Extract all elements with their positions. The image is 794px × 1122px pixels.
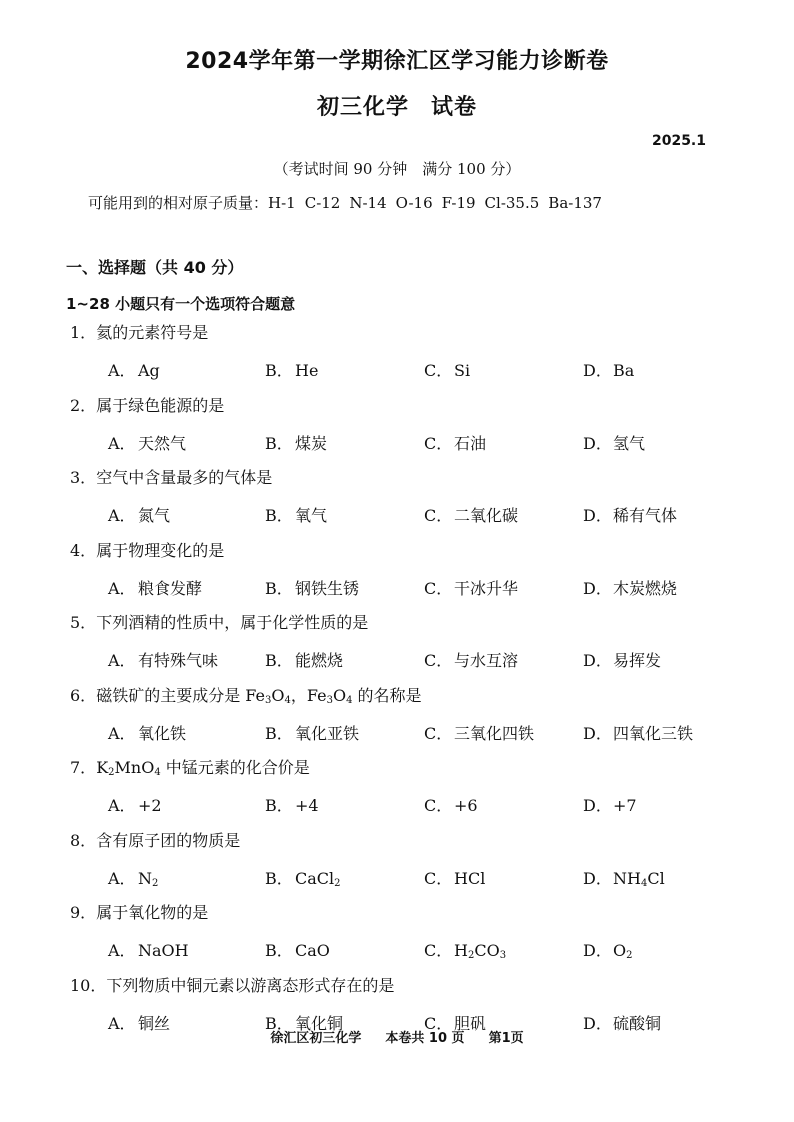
option-text: 与水互溶 [454, 651, 519, 670]
question-number: 2． [70, 395, 97, 415]
option-a [108, 938, 189, 961]
option-letter: D． [583, 723, 612, 743]
option-text: $N_2$ [138, 868, 159, 889]
question-stem [70, 973, 394, 996]
option-text: 三氧化四铁 [454, 723, 535, 743]
question-number: 4． [70, 540, 97, 560]
option-letter: A． [108, 723, 136, 743]
atomic-mass-item: Cl-35.5 [484, 194, 540, 212]
option-letter: A． [108, 578, 136, 598]
option-a [108, 358, 160, 381]
option-a [108, 721, 186, 744]
option-a [108, 648, 218, 671]
option-text: 煤炭 [295, 433, 328, 453]
option-d [583, 938, 633, 961]
question-text: 下列物质中铜元素以游离态形式存在的是 [106, 975, 395, 995]
option-b [265, 431, 327, 454]
atomic-mass-item: Ba-137 [548, 194, 602, 212]
option-letter: C． [424, 361, 453, 380]
option-letter: D． [583, 651, 612, 670]
option-text: 有特殊气味 [138, 651, 219, 670]
question-stem [70, 683, 422, 706]
option-letter: A． [108, 796, 136, 815]
option-letter: B． [265, 868, 293, 888]
option-c [424, 938, 506, 961]
question-stem [70, 755, 310, 778]
page-footer [0, 1027, 794, 1046]
question-number: 10． [70, 975, 107, 995]
atomic-mass-item: F-19 [441, 194, 476, 212]
option-text: 氧化铜 [295, 1013, 344, 1033]
option-text: 干冰升华 [454, 578, 519, 598]
option-d [583, 503, 677, 526]
exam-title: 2024学年第一学期徐汇区学习能力诊断卷 [185, 49, 609, 74]
option-text: +7 [613, 796, 637, 815]
option-text: 粮食发酵 [138, 578, 203, 598]
question-text: 属于绿色能源的是 [96, 395, 225, 415]
option-text: 四氧化三铁 [613, 723, 694, 743]
option-text: $NH_4Cl$ [613, 868, 665, 889]
atomic-mass-list [268, 194, 602, 212]
atomic-mass-item: N-14 [349, 194, 387, 212]
option-letter: C． [424, 941, 453, 960]
option-text: 氧化亚铁 [295, 723, 360, 743]
question-stem [70, 610, 368, 633]
atomic-mass-item: H-1 [268, 194, 296, 212]
option-d [583, 431, 645, 454]
option-a [108, 793, 162, 816]
option-c [424, 431, 486, 454]
option-letter: C． [424, 433, 453, 453]
option-letter: B． [265, 506, 293, 525]
option-c [424, 866, 485, 889]
question-text: $K_2MnO_4$ 中锰元素的化合价是 [96, 758, 310, 778]
option-d [583, 358, 634, 381]
paper-label: 试卷 [431, 95, 478, 120]
option-letter: C． [424, 1013, 453, 1033]
option-letter: B． [265, 651, 293, 670]
option-letter: C． [424, 506, 453, 525]
question-number: 5． [70, 613, 97, 632]
option-letter: C． [424, 578, 453, 598]
question-number: 1． [70, 323, 97, 342]
footer-page: 第1页 [488, 1031, 524, 1046]
option-letter: D． [583, 796, 612, 815]
option-letter: C． [424, 723, 453, 743]
option-text: 钢铁生锈 [295, 578, 360, 598]
question-text: 属于物理变化的是 [96, 540, 225, 560]
option-letter: B． [265, 578, 293, 598]
option-letter: A． [108, 868, 136, 888]
option-letter: D． [583, 506, 612, 525]
option-b [265, 793, 319, 816]
option-letter: B． [265, 723, 293, 743]
option-text: 天然气 [138, 433, 187, 453]
question-number: 8． [70, 830, 97, 850]
option-text: +4 [295, 796, 319, 815]
exam-info: （考试时间 90 分钟 满分 100 分） [273, 160, 521, 178]
option-letter: B． [265, 796, 293, 815]
question-stem [70, 320, 208, 343]
question-text: 属于氧化物的是 [96, 903, 209, 922]
exam-subtitle [0, 90, 794, 121]
option-c [424, 648, 518, 671]
option-b [265, 503, 327, 526]
atomic-mass-item: O-16 [395, 194, 433, 212]
option-text: 硫酸铜 [613, 1013, 662, 1033]
question-stem [70, 393, 224, 416]
option-letter: D． [583, 578, 612, 598]
option-letter: D． [583, 941, 612, 960]
option-text: $H_2CO_3$ [454, 941, 507, 961]
option-text: Ag [138, 361, 160, 380]
option-c [424, 576, 518, 599]
question-text: 空气中含量最多的气体是 [96, 468, 273, 487]
question-text: 氦的元素符号是 [96, 323, 209, 342]
question-number: 7． [70, 758, 97, 777]
option-text: Ba [613, 361, 635, 380]
option-letter: C． [424, 868, 453, 888]
option-text: 易挥发 [613, 651, 662, 670]
option-letter: C． [424, 796, 453, 815]
option-text: 稀有气体 [613, 506, 678, 525]
option-text: CaO [295, 941, 330, 960]
question-stem [70, 828, 240, 851]
option-a [108, 866, 158, 889]
option-text: He [295, 361, 319, 380]
option-text: 二氧化碳 [454, 506, 519, 525]
option-letter: D． [583, 433, 612, 453]
option-d [583, 793, 637, 816]
option-letter: A． [108, 433, 136, 453]
option-letter: C． [424, 651, 453, 670]
question-text: 磁铁矿的主要成分是 $Fe_3O_4$，$Fe_3O_4$ 的名称是 [96, 685, 422, 706]
option-d [583, 721, 693, 744]
option-d [583, 866, 665, 889]
option-a [108, 503, 170, 526]
section-title: 一、选择题（共 40 分） [66, 258, 244, 277]
question-stem [70, 465, 272, 488]
exam-date: 2025.1 [651, 133, 706, 149]
option-b [265, 721, 359, 744]
option-text: 能燃烧 [295, 651, 344, 670]
subject-label: 初三化学 [316, 95, 409, 120]
option-d [583, 648, 661, 671]
atomic-mass-label: 可能用到的相对原子质量： [88, 194, 269, 212]
option-text: 铜丝 [138, 1013, 171, 1033]
option-letter: D． [583, 1013, 612, 1033]
question-stem [70, 538, 224, 561]
question-number: 9． [70, 903, 97, 922]
option-c [424, 358, 470, 381]
option-text: CaCl$_2$ [295, 868, 341, 889]
option-text: 石油 [454, 433, 487, 453]
question-text: 含有原子团的物质是 [96, 830, 241, 850]
option-text: +6 [454, 796, 478, 815]
option-text: 氧化铁 [138, 723, 187, 743]
option-d [583, 576, 677, 599]
option-letter: A． [108, 651, 136, 670]
option-b [265, 866, 341, 889]
option-b [265, 938, 330, 961]
option-letter: A． [108, 941, 136, 960]
option-letter: B． [265, 433, 293, 453]
option-text: 氢气 [613, 433, 646, 453]
option-letter: A． [108, 506, 136, 525]
option-text: NaOH [138, 941, 189, 960]
footer-pages: 本卷共 10 页 [385, 1031, 465, 1046]
option-a [108, 576, 202, 599]
option-letter: B． [265, 941, 293, 960]
option-text: 氮气 [138, 506, 171, 525]
option-letter: B． [265, 361, 293, 380]
question-text: 下列酒精的性质中，属于化学性质的是 [96, 613, 369, 632]
question-stem [70, 900, 208, 923]
option-c [424, 503, 518, 526]
question-number: 6． [70, 685, 97, 705]
section-instruction: 1~28 小题只有一个选项符合题意 [66, 295, 296, 313]
atomic-mass-item: C-12 [304, 194, 341, 212]
option-b [265, 576, 359, 599]
option-letter: D． [583, 361, 612, 380]
option-b [265, 648, 343, 671]
option-text: 木炭燃烧 [613, 578, 678, 598]
option-letter: A． [108, 1013, 136, 1033]
option-text: 胆矾 [454, 1013, 487, 1033]
option-text: HCl [454, 868, 486, 888]
option-a [108, 431, 186, 454]
option-letter: A． [108, 361, 136, 380]
option-text: 氧气 [295, 506, 328, 525]
question-number: 3． [70, 468, 97, 487]
footer-school: 徐汇区初三化学 [270, 1031, 362, 1046]
option-c [424, 793, 478, 816]
atomic-mass-line [88, 192, 602, 213]
option-letter: D． [583, 868, 612, 888]
option-text: +2 [138, 796, 162, 815]
option-b [265, 358, 318, 381]
option-c [424, 721, 534, 744]
option-text: Si [454, 361, 471, 380]
option-text: $O_2$ [613, 941, 633, 961]
option-letter: B． [265, 1013, 293, 1033]
